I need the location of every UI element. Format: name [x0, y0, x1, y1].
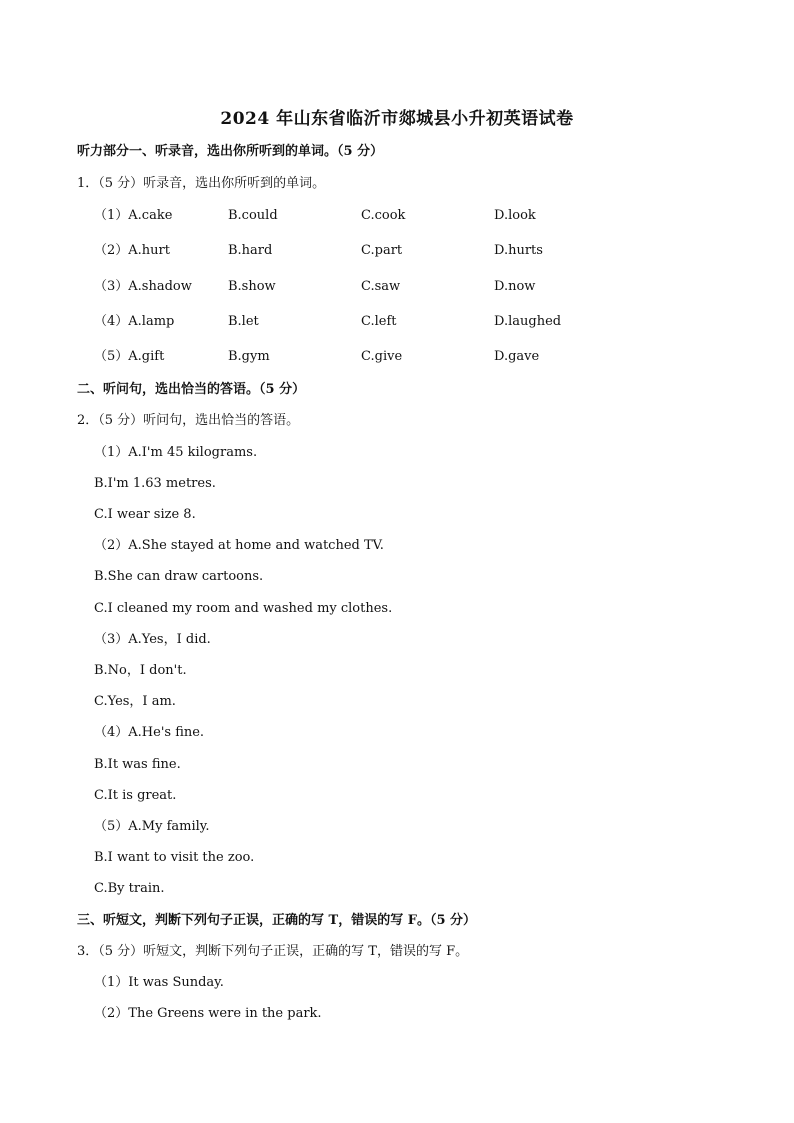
answer-line: C.I cleaned my room and washed my clothes. [94, 601, 393, 616]
option-2b: B.hard [228, 243, 273, 258]
answer-line: B.No，I don't. [94, 663, 187, 678]
option-2c: C.part [361, 243, 403, 258]
option-2d: D.hurts [494, 243, 543, 258]
option-1d: D.look [494, 208, 536, 223]
answer-line: B.I'm 1.63 metres. [94, 476, 216, 491]
answer-line: （2）A.She stayed at home and watched TV. [94, 538, 384, 553]
option-4b: B.let [228, 314, 259, 329]
option-3a: （3）A.shadow [94, 279, 192, 294]
answer-line: （3）A.Yes，I did. [94, 632, 211, 647]
statement-line: （2）The Greens were in the park. [94, 1006, 322, 1021]
option-3c: C.saw [361, 279, 401, 294]
statement-line: （1）It was Sunday. [94, 975, 224, 990]
section-header-2: 二、听问句，选出恰当的答语。（5 分） [77, 382, 306, 397]
option-1a: （1）A.cake [94, 208, 173, 223]
answer-line: B.It was fine. [94, 757, 181, 772]
option-1b: B.could [228, 208, 278, 223]
page-title: 2024 年山东省临沂市郯城县小升初英语试卷 [220, 109, 574, 129]
answer-line: （4）A.He's fine. [94, 725, 205, 740]
option-1c: C.cook [361, 208, 406, 223]
section-header-1: 听力部分一、听录音，选出你所听到的单词。（5 分） [77, 144, 384, 159]
question-2: 2．（5 分）听问句，选出恰当的答语。 [77, 413, 300, 428]
answer-line: C.By train. [94, 881, 165, 896]
question-3: 3．（5 分）听短文，判断下列句子正误，正确的写 T，错误的写 F。 [77, 944, 469, 959]
answer-line: B.She can draw cartoons. [94, 569, 264, 584]
answer-line: （1）A.I'm 45 kilograms. [94, 445, 258, 460]
option-5b: B.gym [228, 349, 270, 364]
section-header-3: 三、听短文，判断下列句子正误，正确的写 T，错误的写 F。（5 分） [77, 913, 477, 928]
option-3d: D.now [494, 279, 536, 294]
answer-line: B.I want to visit the zoo. [94, 850, 255, 865]
option-5d: D.gave [494, 349, 540, 364]
option-4a: （4）A.lamp [94, 314, 175, 329]
option-2a: （2）A.hurt [94, 243, 170, 258]
option-4d: D.laughed [494, 314, 562, 329]
option-5c: C.give [361, 349, 403, 364]
option-5a: （5）A.gift [94, 349, 165, 364]
answer-line: C.I wear size 8. [94, 507, 196, 522]
answer-line: C.Yes，I am. [94, 694, 176, 709]
option-3b: B.show [228, 279, 276, 294]
answer-line: C.It is great. [94, 788, 177, 803]
question-1: 1．（5 分）听录音，选出你所听到的单词。 [77, 176, 326, 191]
option-4c: C.left [361, 314, 397, 329]
answer-line: （5）A.My family. [94, 819, 210, 834]
